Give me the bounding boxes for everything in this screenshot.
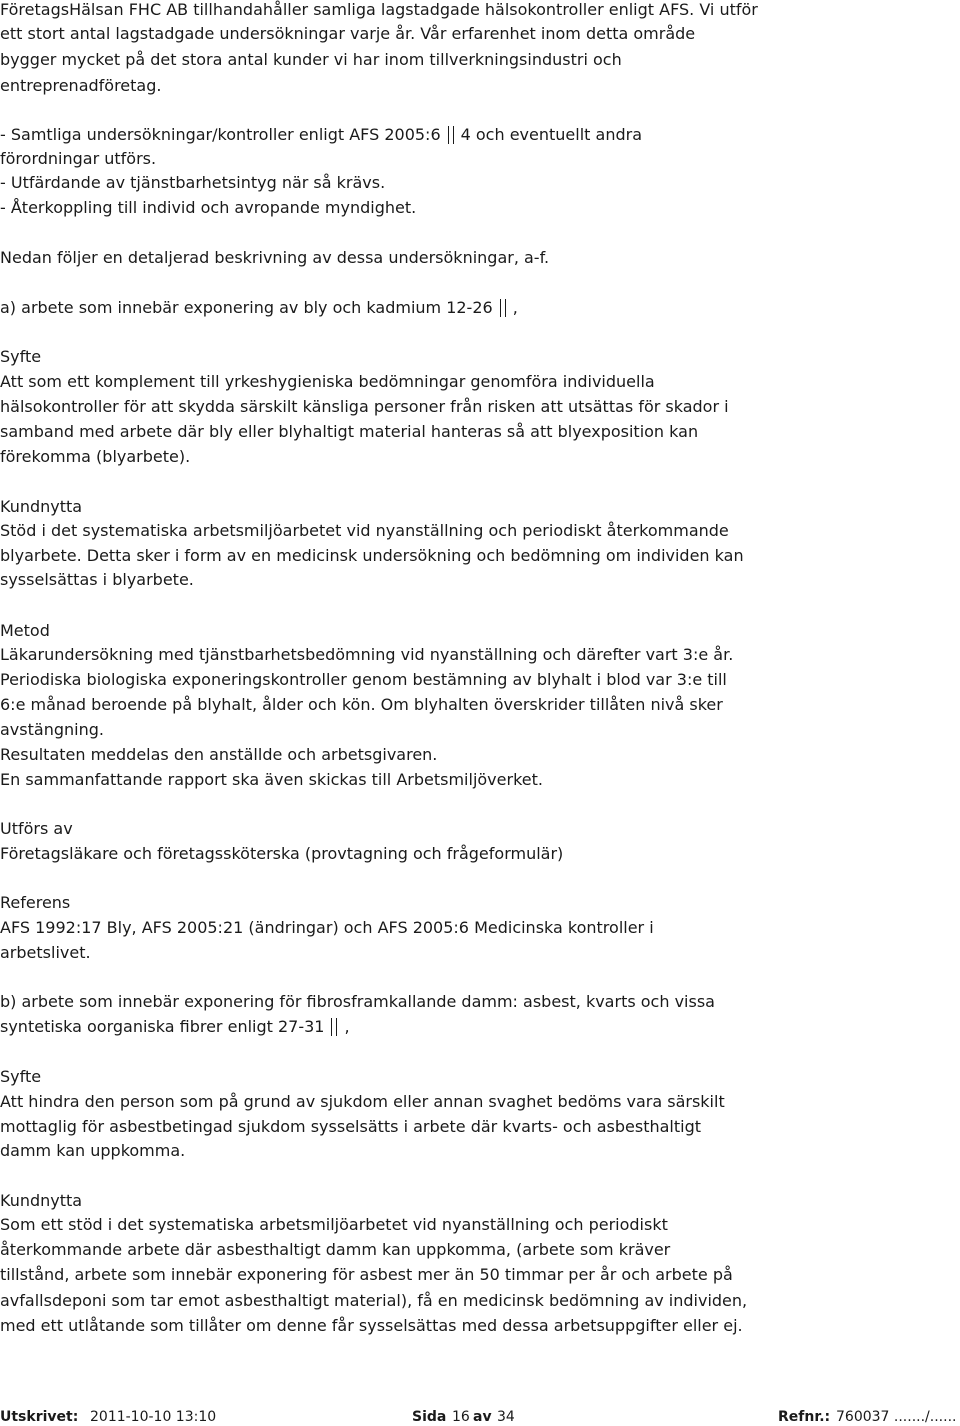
paragraph-line: Som ett stöd i det systematiska arbetsmiljöarbetet vid nyanställning och periodiskt	[0, 1215, 668, 1234]
paragraph-line: återkommande arbete där asbesthaltigt damm kan uppkomma, (arbete som kräver	[0, 1240, 671, 1259]
bullet-line: - Återkoppling till individ och avropande myndighet.	[0, 198, 417, 217]
paragraph-line: samband med arbete där bly eller blyhaltigt material hanteras så att blyexposition kan	[0, 422, 699, 441]
paragraph-line: AFS 1992:17 Bly, AFS 2005:21 (ändringar) och AFS 2005:6 Medicinska kontroller i	[0, 918, 654, 937]
paragraph-line: Företagsläkare och företagssköterska (provtagning och frågeformulär)	[0, 844, 564, 863]
paragraph-line: Att som ett komplement till yrkeshygieniska bedömningar genomföra individuella	[0, 372, 655, 391]
paragraph-line: Läkarundersökning med tjänstbarhetsbedömning vid nyanställning och därefter vart 3:e år.	[0, 645, 734, 664]
section-heading-b: b) arbete som innebär exponering för fibrosframkallande damm: asbest, kvarts och vissa	[0, 992, 715, 1011]
reference-label: Refnr.:	[778, 1409, 831, 1425]
line-text: 4 och eventuellt andra	[460, 125, 642, 144]
subheading-referens: Referens	[0, 893, 71, 912]
paragraph-line: avfallsdeponi som tar emot asbesthaltigt material), få en medicinsk bedömning av individen,	[0, 1291, 748, 1310]
paragraph-line: arbetslivet.	[0, 943, 91, 962]
paragraph-line: Resultaten meddelas den anställde och arbetsgivaren.	[0, 745, 438, 764]
paragraph-line: FöretagsHälsan FHC AB tillhandahåller samliga lagstadgade hälsokontroller enligt AFS. Vi utför	[0, 0, 758, 19]
paragraph-line: bygger mycket på det stora antal kunder vi har inom tillverkningsindustri och	[0, 50, 622, 69]
reference-number: 760037 ......./......	[836, 1409, 957, 1425]
bullet-line: förordningar utförs.	[0, 149, 157, 168]
line-text: ,	[344, 1017, 350, 1036]
page-current: 16	[452, 1409, 470, 1425]
paragraph-line: blyarbete. Detta sker i form av en medicinsk undersökning och bedömning om individen kan	[0, 546, 744, 565]
paragraph-line: En sammanfattande rapport ska även skickas till Arbetsmiljöverket.	[0, 770, 543, 789]
page-footer	[0, 1408, 960, 1426]
subheading-metod: Metod	[0, 621, 50, 640]
subheading-kundnytta: Kundnytta	[0, 497, 83, 516]
line-text: a) arbete som innebär exponering av bly och kadmium 12-26	[0, 298, 493, 317]
footnote-marker-icon	[500, 299, 506, 317]
line-text: - Samtliga undersökningar/kontroller enligt AFS 2005:6	[0, 125, 441, 144]
footnote-marker-icon	[331, 1018, 337, 1036]
paragraph-line: Att hindra den person som på grund av sjukdom eller annan svaghet bedöms vara särskilt	[0, 1092, 725, 1111]
paragraph-line: förekomma (blyarbete).	[0, 447, 191, 466]
paragraph-line: damm kan uppkomma.	[0, 1141, 186, 1160]
intro-line: Nedan följer en detaljerad beskrivning av dessa undersökningar, a-f.	[0, 248, 550, 267]
bullet-line	[0, 125, 642, 145]
paragraph-line: mottaglig för asbestbetingad sjukdom sysselsätts i arbete där kvarts- och asbesthaltigt	[0, 1117, 702, 1136]
page-of-label: av	[473, 1409, 492, 1425]
printed-label: Utskrivet:	[0, 1409, 79, 1425]
subheading-syfte: Syfte	[0, 1067, 42, 1086]
page-total: 34	[497, 1409, 515, 1425]
line-text: syntetiska oorganiska fibrer enligt 27-31	[0, 1017, 325, 1036]
section-heading-a	[0, 298, 518, 318]
paragraph-line: 6:e månad beroende på blyhalt, ålder och kön. Om blyhalten överskrider tillåten nivå sker	[0, 695, 723, 714]
bullet-line: - Utfärdande av tjänstbarhetsintyg när så krävs.	[0, 173, 386, 192]
page-label: Sida	[412, 1409, 447, 1425]
paragraph-line: hälsokontroller för att skydda särskilt känsliga personer från risken att utsättas för skador i	[0, 397, 729, 416]
subheading-kundnytta: Kundnytta	[0, 1191, 83, 1210]
footnote-marker-icon	[448, 126, 454, 144]
subheading-syfte: Syfte	[0, 347, 42, 366]
printed-timestamp: 2011-10-10 13:10	[90, 1409, 217, 1425]
paragraph-line: Stöd i det systematiska arbetsmiljöarbetet vid nyanställning och periodiskt återkommande	[0, 521, 729, 540]
paragraph-line: sysselsättas i blyarbete.	[0, 570, 194, 589]
paragraph-line: ett stort antal lagstadgade undersökningar varje år. Vår erfarenhet inom detta område	[0, 24, 696, 43]
paragraph-line: Periodiska biologiska exponeringskontroller genom bestämning av blyhalt i blod var 3:e till	[0, 670, 727, 689]
paragraph-line: tillstånd, arbete som innebär exponering för asbest mer än 50 timmar per år och arbete på	[0, 1265, 733, 1284]
paragraph-line: entreprenadföretag.	[0, 76, 162, 95]
subheading-utfors-av: Utförs av	[0, 819, 73, 838]
paragraph-line: med ett utlåtande som tillåter om denne får sysselsättas med dessa arbetsuppgifter eller ej.	[0, 1316, 743, 1335]
section-heading-b	[0, 1017, 350, 1037]
line-text: ,	[512, 298, 518, 317]
paragraph-line: avstängning.	[0, 720, 104, 739]
